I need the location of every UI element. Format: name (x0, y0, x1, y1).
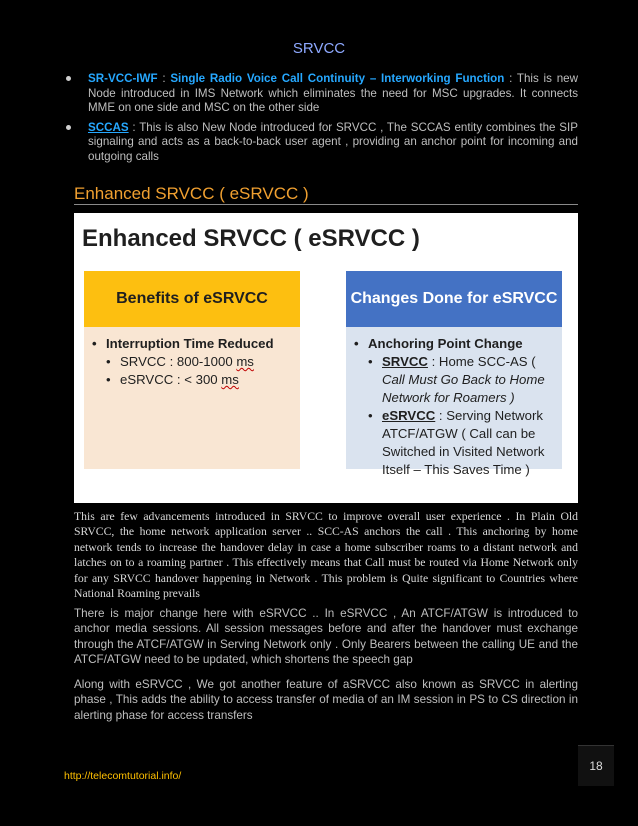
benefit-item: • Interruption Time Reduced (92, 336, 274, 351)
list-item-sr-vcc-iwf (64, 72, 578, 116)
changes-panel (346, 271, 562, 477)
esrvcc-figure (74, 213, 578, 503)
section-title: SRVCC (292, 40, 346, 57)
paragraph-asrvcc: Along with eSRVCC , We got another feature of aSRVCC also known as SRVCC in alerting phase , This adds the ability to access transfer of media of an IM session in PS to CS direction in alerting phase for access transfers (74, 678, 578, 722)
definitions-list (64, 72, 578, 169)
heading-divider (74, 204, 578, 205)
changes-body (346, 327, 562, 479)
list-item-sccas (64, 121, 578, 165)
benefit-sub-item: • SRVCC : 800-1000 ms (106, 354, 254, 369)
paragraph-esrvcc-change: There is major change here with eSRVCC .. In eSRVCC , An ATCF/ATGW is introduced to anchor media sessions. All session messages before and after the handover must exchange through the ATCF/ATGW in Serving Network only . Only Bearers between the calling UE and the ATCF/ATGW need to be updated, which shortens the speech gap (74, 607, 578, 667)
footer-link[interactable]: http://telecomtutorial.info/ (64, 770, 182, 782)
section-heading: Enhanced SRVCC ( eSRVCC ) (74, 184, 309, 203)
change-sub-item: • SRVCC : Home SCC-AS ( Call Must Go Back to Home Network for Roamers ) (368, 354, 545, 405)
page-number: 18 (578, 745, 614, 786)
bullet-dot-icon (66, 125, 71, 130)
term-sccas: SCCAS (88, 120, 129, 134)
benefit-sub-item: • eSRVCC : < 300 ms (106, 372, 239, 387)
benefits-panel (84, 271, 300, 469)
bullet-dot-icon (66, 76, 71, 81)
changes-header: Changes Done for eSRVCC (346, 271, 562, 327)
benefits-header: Benefits of eSRVCC (84, 271, 300, 327)
paragraph-srvcc-advancements: This are few advancements introduced in SRVCC to improve overall user experience . In Plain Old SRVCC, the home network application server .. SCC-AS anchors the call . This anchoring by home network tends to increase the handover delay in case a home subscriber roams to a distant network and latches on to a roaming partner . This effectively means that Call must be routed via Home Network only for any SRVCC handover happening in Network . This problem is Quite significant to Countries where National Roaming prevails (74, 510, 578, 601)
term-description: : This is also New Node introduced for SRVCC , The SCCAS entity combines the SIP signaling and acts as a back-to-back user agent , providing an anchor point for incoming and outgoing calls (88, 120, 578, 163)
benefits-body (84, 327, 300, 389)
term-sr-vcc-iwf: SR-VCC-IWF (88, 72, 158, 85)
term-description: : This is new Node introduced in IMS Network which eliminates the need for MSC upgrades. It connects MME on one side and MSC on the other side (88, 72, 578, 114)
term-separator: : (157, 72, 171, 85)
term-expansion: Single Radio Voice Call Continuity – Interworking Function (170, 72, 505, 85)
change-sub-item: • eSRVCC : Serving Network ATCF/ATGW ( Call can be Switched in Visited Network Itself – This Saves Time ) (368, 408, 545, 477)
figure-title: Enhanced SRVCC ( eSRVCC ) (82, 225, 420, 252)
change-item: • Anchoring Point Change (354, 336, 523, 351)
